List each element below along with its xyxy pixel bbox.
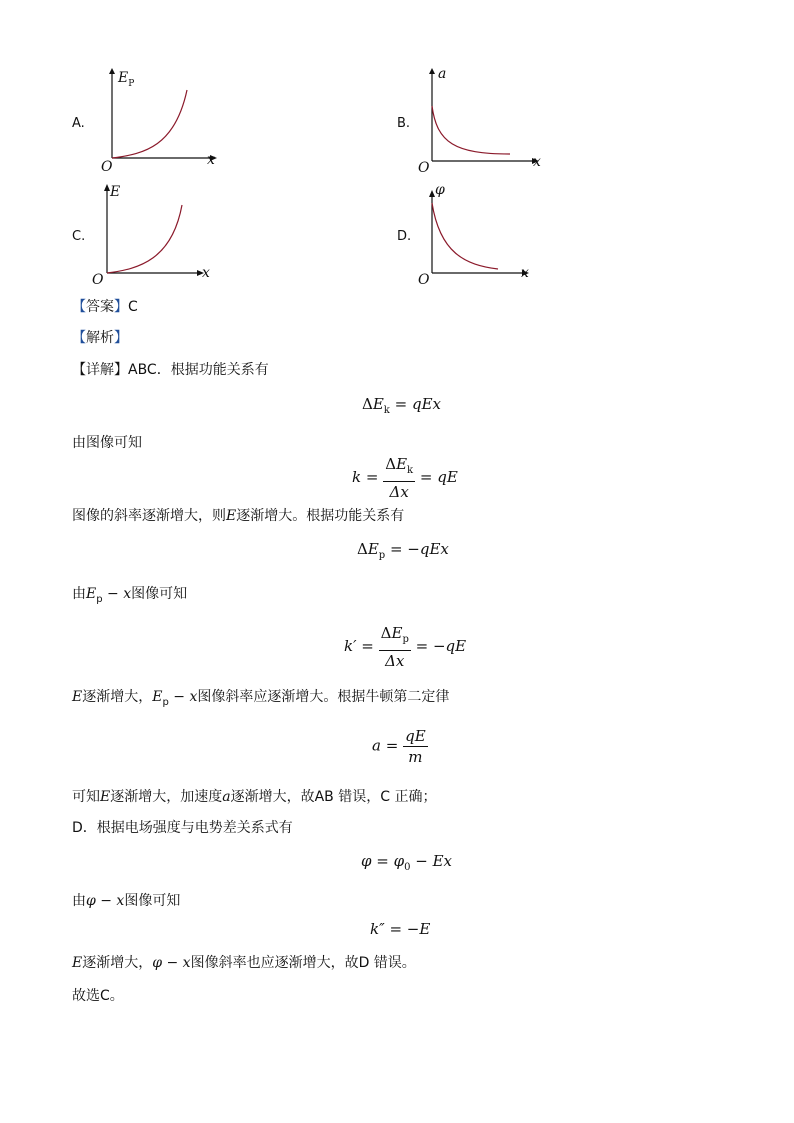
analysis-title: 解析 — [86, 330, 114, 346]
y-axis-arrow-icon — [429, 68, 435, 74]
option-c-label: C. — [72, 229, 86, 244]
bracket-open: 【 — [72, 330, 86, 346]
text-line: E逐渐增大，$E_p - x$图像斜率应逐渐增大。根据牛顿第二定律 — [72, 689, 450, 708]
option-a-label: A. — [72, 116, 85, 131]
text-line: 由φ − x图像可知 — [72, 893, 181, 909]
answer-line — [72, 296, 138, 316]
option-b-label: B. — [397, 116, 411, 131]
text-line: 由$E_p - x$图像可知 — [72, 586, 188, 605]
bracket-close: 】 — [114, 330, 128, 346]
text-line: E逐渐增大，φ − x图像斜率也应逐渐增大，故D 错误。 — [72, 955, 416, 971]
option-c-x-label: x — [202, 265, 210, 281]
option-b-y-label: a — [438, 66, 447, 82]
text-line: D．根据电场强度与电势差关系式有 — [72, 820, 293, 836]
bracket-open: 【 — [72, 299, 86, 315]
bracket-close: 】 — [114, 299, 128, 315]
option-b-origin: O — [418, 160, 430, 176]
fraction: $\frac{\Delta E_k}{\Delta x}$ — [385, 455, 414, 501]
option-c-graph — [90, 183, 215, 288]
conclusion: 故选C。 — [72, 988, 124, 1004]
equation-2: k = $\frac{\Delta E_k}{\Delta x}$ = qE — [352, 455, 458, 501]
curve — [112, 90, 187, 158]
equation-7: k″ = −E — [370, 920, 431, 938]
option-c-origin: O — [92, 272, 104, 288]
fraction: $\frac{\Delta E_p}{\Delta x}$ — [380, 624, 409, 670]
option-a-origin: O — [101, 159, 113, 175]
analysis-heading — [72, 327, 128, 347]
text-line: 由图像可知 — [72, 435, 142, 451]
option-d-origin: O — [418, 272, 430, 288]
option-c-y-label: E — [110, 184, 121, 200]
y-axis-arrow-icon — [109, 68, 115, 74]
fraction: $\frac{qE}{m}$ — [405, 727, 426, 766]
answer-title: 答案 — [86, 299, 114, 315]
option-a-x-label: x — [207, 152, 215, 168]
option-a-y-label: $E_P$ — [118, 70, 135, 89]
equation-5: a = $\frac{qE}{m}$ — [372, 727, 426, 766]
text-line: 图像的斜率逐渐增大，则E逐渐增大。根据功能关系有 — [72, 508, 405, 524]
answer-value: C — [128, 299, 138, 315]
curve — [432, 203, 498, 269]
equation-3: $\Delta E_p = -qEx$ — [357, 540, 449, 561]
detail-line: 【详解】ABC．根据功能关系有 — [72, 362, 269, 378]
option-d-label: D. — [397, 229, 412, 244]
option-a-graph — [95, 68, 220, 178]
curve — [107, 205, 182, 273]
equation-1: $\Delta E_k$ = qEx — [362, 395, 441, 416]
option-b-graph — [415, 68, 545, 178]
curve — [432, 106, 510, 154]
text-line: 可知E逐渐增大，加速度a逐渐增大，故AB 错误，C 正确； — [72, 789, 437, 805]
option-b-x-label: x — [533, 154, 541, 170]
equation-4: k′ = $\frac{\Delta E_p}{\Delta x}$ = −qE — [344, 624, 467, 670]
option-d-y-label: φ — [435, 182, 445, 198]
option-d-x-label: x — [521, 265, 529, 281]
equation-6: $\varphi = \varphi_0 - Ex$ — [361, 852, 453, 873]
